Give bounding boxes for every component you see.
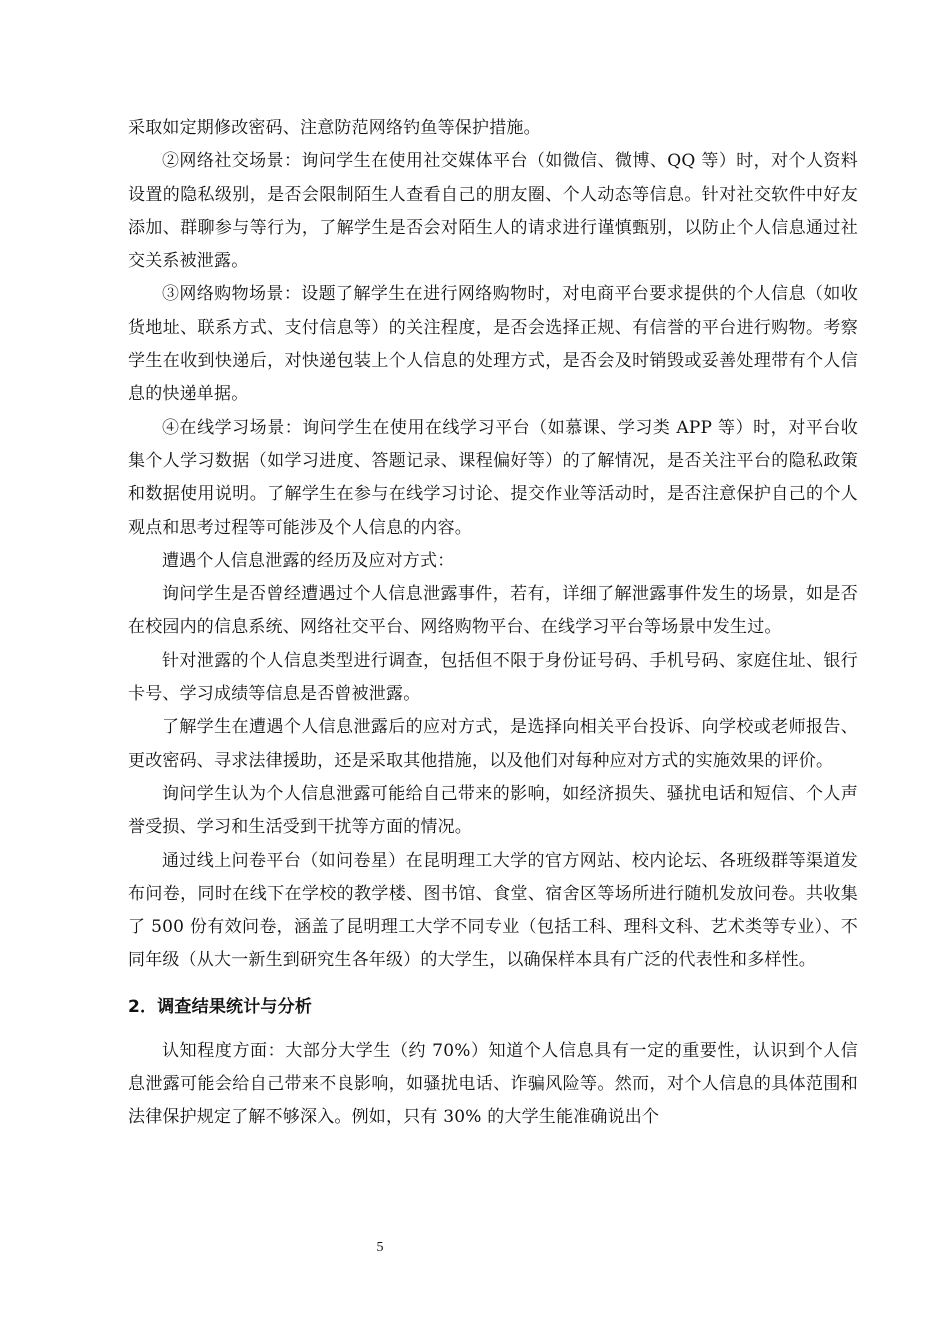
page-number: 5: [376, 1240, 384, 1255]
paragraph-response-methods: 了解学生在遭遇个人信息泄露后的应对方式，是选择向相关平台投诉、向学校或老师报告、更改密码、寻求法律援助，还是采取其他措施，以及他们对每种应对方式的实施效果的评价。: [128, 717, 858, 771]
page-content: [128, 112, 858, 1135]
paragraph-cognition-level: 认知程度方面：大部分大学生（约 70%）知道个人信息具有一定的重要性，认识到个人信息泄露可能会给自己带来不良影响，如骚扰电话、诈骗风险等。然而，对个人信息的具体范围和法律保护规定了解不够深入。例如，只有 30% 的大学生能准确说出个: [128, 1040, 858, 1128]
paragraph-survey-distribution: 通过线上问卷平台（如问卷星）在昆明理工大学的官方网站、校内论坛、各班级群等渠道发布问卷，同时在线下在学校的教学楼、图书馆、食堂、宿舍区等场所进行随机发放问卷。共收集了 500 份有效问卷，涵盖了昆明理工大学不同专业（包括工科、理科文科、艺术类等专业）、不同年级（从大一新生到研究生各年级）的大学生，以确保样本具有广泛的代表性和多样性。: [128, 850, 858, 971]
paragraph-online-learning-scenario: ④在线学习场景：询问学生在使用在线学习平台（如慕课、学习类 APP 等）时，对平台收集个人学习数据（如学习进度、答题记录、课程偏好等）的了解情况，是否关注平台的隐私政策和数据使用说明。了解学生在参与在线学习讨论、提交作业等活动时，是否注意保护自己的个人观点和思考过程等可能涉及个人信息的内容。: [128, 417, 858, 538]
paragraph-shopping-scenario: ③网络购物场景：设题了解学生在进行网络购物时，对电商平台要求提供的个人信息（如收货地址、联系方式、支付信息等）的关注程度，是否会选择正规、有信誉的平台进行购物。考察学生在收到快递后，对快递包装上个人信息的处理方式，是否会及时销毁或妥善处理带有个人信息的快递单据。: [128, 284, 858, 405]
paragraph-impact: 询问学生认为个人信息泄露可能给自己带来的影响，如经济损失、骚扰电话和短信、个人声誉受损、学习和生活受到干扰等方面的情况。: [128, 783, 858, 838]
paragraph-leak-experience-title: 遭遇个人信息泄露的经历及应对方式：: [162, 550, 455, 571]
paragraph-social-scenario: ②网络社交场景：询问学生在使用社交媒体平台（如微信、微博、QQ 等）时，对个人资料设置的隐私级别，是否会限制陌生人查看自己的朋友圈、个人动态等信息。针对社交软件中好友添加、群聊参与等行为，了解学生是否会对陌生人的请求进行谨慎甄别，以防止个人信息通过社交关系被泄露。: [128, 151, 858, 272]
section-heading: 2．调查结果统计与分析: [128, 996, 313, 1017]
paragraph-continuation: 采取如定期修改密码、注意防范网络钓鱼等保护措施。: [128, 118, 541, 138]
paragraph-leak-scene: 询问学生是否曾经遭遇过个人信息泄露事件，若有，详细了解泄露事件发生的场景，如是否在校园内的信息系统、网络社交平台、网络购物平台、在线学习平台等场景中发生过。: [128, 584, 858, 638]
paragraph-leak-types: 针对泄露的个人信息类型进行调查，包括但不限于身份证号码、手机号码、家庭住址、银行卡号、学习成绩等信息是否曾被泄露。: [128, 650, 858, 705]
